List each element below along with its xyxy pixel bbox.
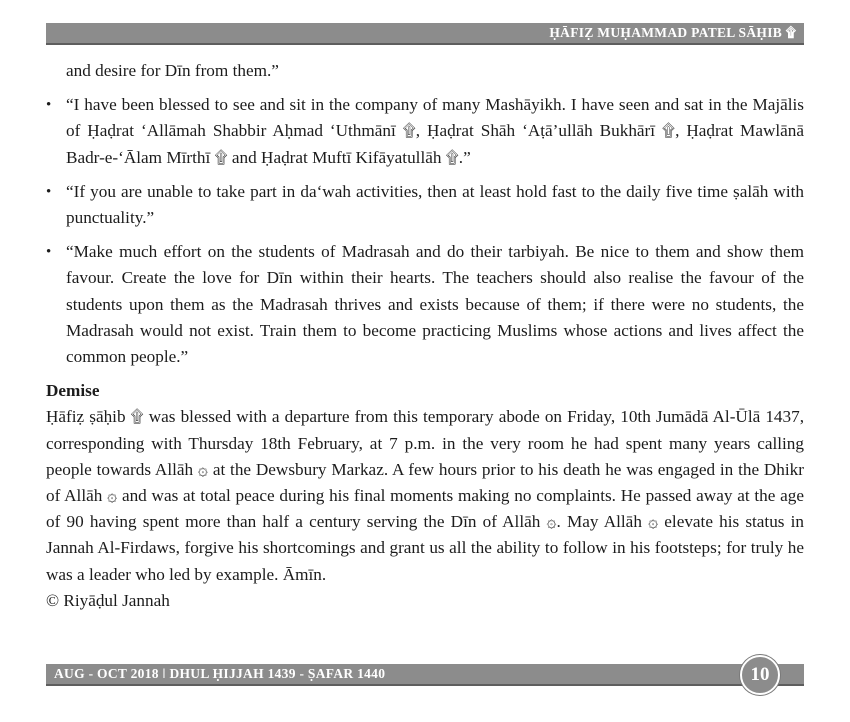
list-item-text: “If you are unable to take part in da‘wah activities, then at least hold fast to the daily five time ṣalāh with punctuality.” — [66, 181, 804, 228]
bullet-icon: • — [46, 244, 52, 261]
section-paragraph: Ḥāfiẓ ṣāḥib ۩ was blessed with a departure from this temporary abode on Friday, 10th Jumādā Al-Ūlā 1437, corresponding with Thursday 18th February, at 7 p.m. in the very room he had spent many years calling people towards Allāh ۞ at the Dewsbury Markaz. A few hours prior to his death he was engaged in the Dhikr of Allāh ۞ and was at total peace during his final moments making no complaints. He passed away at the age of 90 having spent more than half a century serving the Dīn of Allāh ۞. May Allāh ۞ elevate his status in Jannah Al-Firdaws, forgive his shortcomings and grant us all the ability to follow in his footsteps; for truly he was a leader who led by example. Āmīn. — [46, 407, 804, 584]
continuation-paragraph: and desire for Dīn from them.” — [66, 61, 279, 80]
bullet-icon: • — [46, 97, 52, 114]
list-item — [46, 179, 804, 231]
running-header — [46, 23, 804, 45]
bullet-icon: • — [46, 183, 52, 200]
list-item — [46, 239, 804, 370]
running-footer — [46, 664, 804, 686]
issue-label: AUG - OCT 2018 ǀ DHUL ḤIJJAH 1439 - ṢAFAR 1440 — [54, 666, 386, 681]
page-content — [46, 58, 804, 614]
header-title: ḤĀFIẒ MUḤAMMAD PATEL SĀḤIB ۩ — [549, 25, 796, 40]
quote-list — [46, 92, 804, 370]
list-item-text: “Make much effort on the students of Madrasah and do their tarbiyah. Be nice to them and show them favour. Create the love for Dīn within their hearts. The teachers should also realise the favour of the students upon them as the Madrasah thrives and exists because of them; if there were no students, the Madrasah would not exist. Train them to become practicing Muslims whose actions and lives affect the common people.” — [66, 242, 804, 367]
credit-line: © Riyāḍul Jannah — [46, 590, 170, 610]
list-item-text: “I have been blessed to see and sit in the company of many Mashāyikh. I have seen and sat in the Majālis of Ḥaḍrat ‘Allāmah Shabbir Aḥmad ‘Uthmānī ۩, Ḥaḍrat Shāh ‘Aṭā’ullāh Bukhārī ۩, Ḥaḍrat Mawlānā Badr-e-‘Ālam Mīrthī ۩ and Ḥaḍrat Muftī Kifāyatullāh ۩.” — [66, 95, 804, 167]
section-heading: Demise — [46, 381, 100, 401]
list-item — [46, 92, 804, 171]
page-number-badge: 10 — [740, 655, 780, 695]
